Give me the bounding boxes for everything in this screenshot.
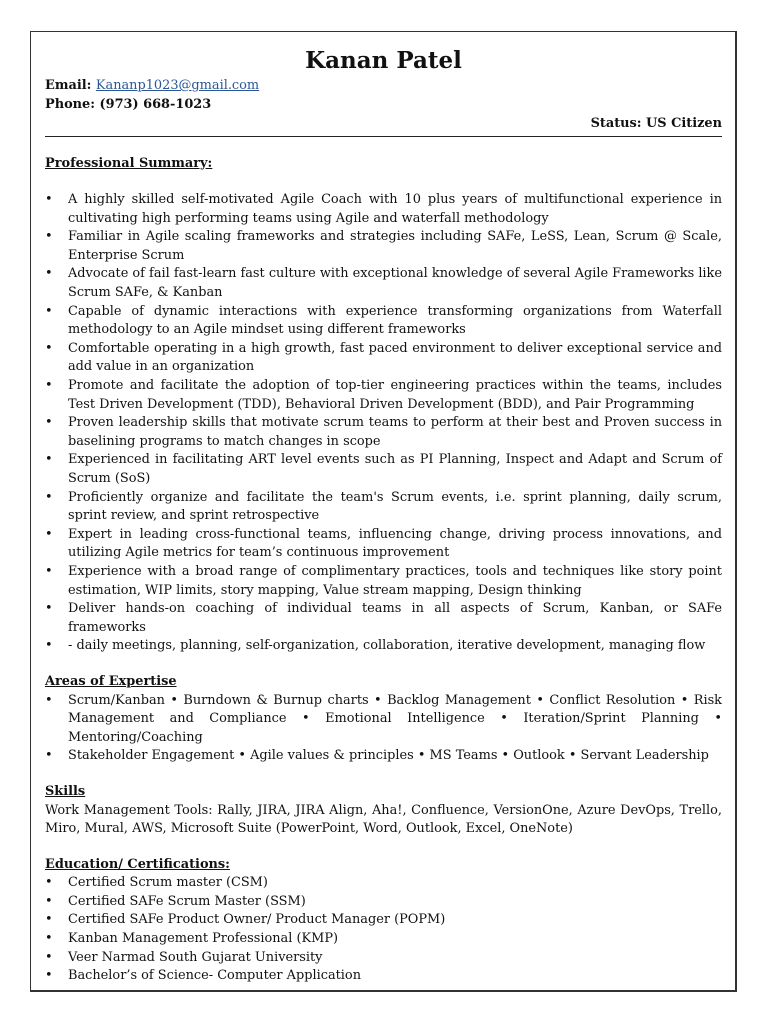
list-item: • Experienced in facilitating ART level events such as PI Planning, Inspect and Adapt and Scrum of Scrum (SoS) — [45, 451, 722, 488]
expertise-list — [45, 692, 722, 766]
candidate-name: Kanan Patel — [305, 47, 462, 74]
list-item: • Experience with a broad range of complimentary practices, tools and techniques like story point estimation, WIP limits, story mapping, Value stream mapping, Design thinking — [45, 563, 722, 600]
summary-list — [45, 191, 722, 656]
status-label: Status: — [590, 116, 642, 131]
list-item: • - daily meetings, planning, self-organization, collaboration, iterative development, managing flow — [45, 637, 722, 656]
summary-title: Professional Summary: — [45, 155, 213, 171]
list-item: • Familiar in Agile scaling frameworks and strategies including SAFe, LeSS, Lean, Scrum @ Scale, Enterprise Scrum — [45, 228, 722, 265]
status-line — [45, 115, 722, 134]
list-item: • Veer Narmad South Gujarat University — [45, 949, 722, 968]
expertise-title: Areas of Expertise — [45, 673, 177, 689]
skills-text: Work Management Tools: Rally, JIRA, JIRA Align, Aha!, Confluence, VersionOne, Azure DevOps, Trello, Miro, Mural, AWS, Microsoft Suite (PowerPoint, Word, Outlook, Excel, OneNote) — [45, 802, 722, 837]
list-item: • Proven leadership skills that motivate scrum teams to perform at their best and Proven success in baselining programs to match changes in scope — [45, 414, 722, 451]
email-link[interactable]: Kananp1023@gmail.com — [95, 78, 260, 93]
education-list — [45, 874, 722, 986]
list-item: • Deliver hands-on coaching of individual teams in all aspects of Scrum, Kanban, or SAFe frameworks — [45, 600, 722, 637]
list-item: • Certified Scrum master (CSM) — [45, 874, 722, 893]
list-item: • Comfortable operating in a high growth, fast paced environment to deliver exceptional service and add value in an organization — [45, 340, 722, 377]
list-item: • Promote and facilitate the adoption of top-tier engineering practices within the teams, includes Test Driven Development (TDD), Behavioral Driven Development (BDD), and Pair Programming — [45, 377, 722, 414]
list-item: • Certified SAFe Scrum Master (SSM) — [45, 893, 722, 912]
list-item: • Advocate of fail fast-learn fast culture with exceptional knowledge of several Agile Frameworks like Scrum SAFe, & Kanban — [45, 265, 722, 302]
list-item: • A highly skilled self-motivated Agile Coach with 10 plus years of multifunctional experience in cultivating high performing teams using Agile and waterfall methodology — [45, 191, 722, 228]
skills-title: Skills — [45, 783, 86, 799]
phone-value: (973) 668-1023 — [99, 96, 212, 112]
list-item: • Proficiently organize and facilitate the team's Scrum events, i.e. sprint planning, daily scrum, sprint review, and sprint retrospective — [45, 489, 722, 526]
education-title: Education/ Certifications: — [45, 856, 230, 872]
list-item: • Scrum/Kanban • Burndown & Burnup charts • Backlog Management • Conflict Resolution • Risk Management and Compliance • Emotional Intelligence • Iteration/Sprint Planning • Mentoring/Coaching — [45, 692, 722, 748]
resume-content — [45, 46, 722, 986]
list-item: • Capable of dynamic interactions with experience transforming organizations from Waterfall methodology to an Agile mindset using different frameworks — [45, 303, 722, 340]
phone-label: Phone: — [45, 96, 95, 112]
email-label: Email: — [45, 78, 92, 93]
list-item: • Stakeholder Engagement • Agile values & principles • MS Teams • Outlook • Servant Leadership — [45, 747, 722, 766]
list-item: • Bachelor’s of Science- Computer Application — [45, 967, 722, 986]
phone-line — [45, 96, 722, 115]
status-value: US Citizen — [646, 116, 722, 131]
list-item: • Expert in leading cross-functional teams, influencing change, driving process innovations, and utilizing Agile metrics for team’s continuous improvement — [45, 526, 722, 563]
list-item: • Certified SAFe Product Owner/ Product Manager (POPM) — [45, 911, 722, 930]
list-item: • Kanban Management Professional (KMP) — [45, 930, 722, 949]
email-line — [45, 77, 722, 96]
